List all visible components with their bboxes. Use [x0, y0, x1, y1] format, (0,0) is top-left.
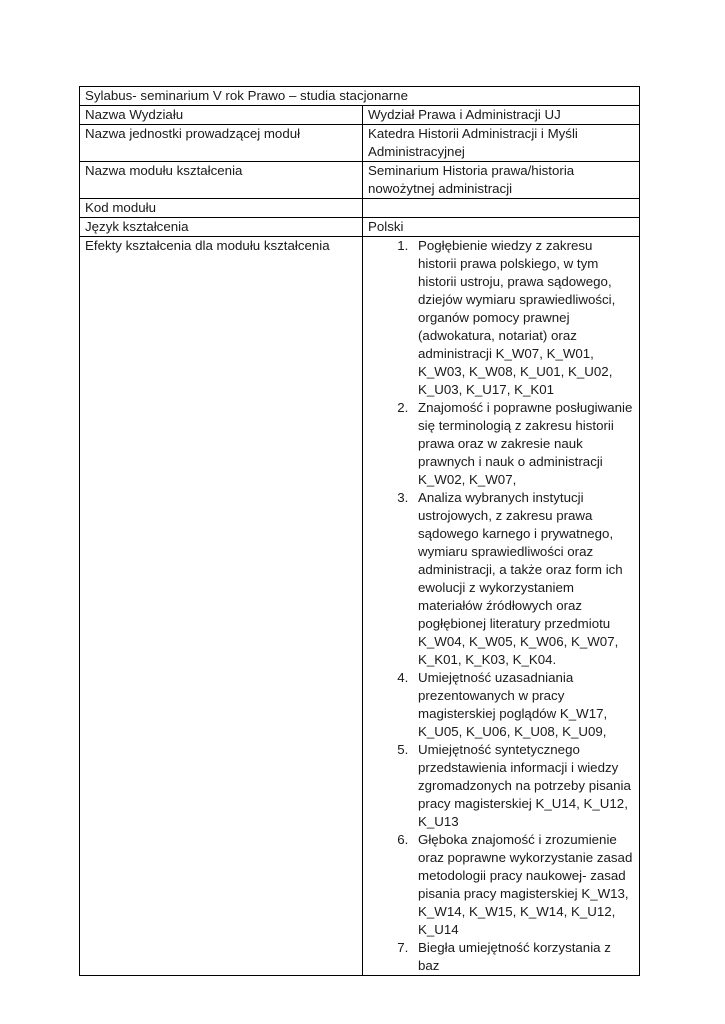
list-item: 5. Umiejętność syntetycznego przedstawienia informacji i wiedzy zgromadzonych na potrzeby pisania pracy magisterskiej K_U14, K_U12, K_U13	[412, 741, 634, 831]
effects-label: Efekty kształcenia dla modułu kształcenia	[80, 237, 363, 976]
title-row	[80, 87, 640, 106]
table-row	[80, 106, 640, 125]
row-value: Katedra Historii Administracji i Myśli Administracyjnej	[363, 125, 640, 162]
table-row	[80, 125, 640, 162]
row-label: Nazwa Wydziału	[80, 106, 363, 125]
effects-row	[80, 237, 640, 976]
table-row	[80, 218, 640, 237]
row-value: Polski	[363, 218, 640, 237]
table-row	[80, 199, 640, 218]
list-item: 6. Głęboka znajomość i zrozumienie oraz poprawne wykorzystanie zasad metodologii pracy naukowej- zasad pisania pracy magisterskiej K_W13, K_W14, K_W15, K_W14, K_U12, K_U14	[412, 831, 634, 939]
list-item: 7. Biegła umiejętność korzystania z baz	[412, 939, 634, 975]
syllabus-table	[79, 86, 640, 976]
list-item: 4. Umiejętność uzasadniania prezentowanych w pracy magisterskiej poglądów K_W17, K_U05, K_U06, K_U08, K_U09,	[412, 669, 634, 741]
list-item: 1. Pogłębienie wiedzy z zakresu historii prawa polskiego, w tym historii ustroju, prawa sądowego, dziejów wymiaru sprawiedliwości, organów pomocy prawnej (adwokatura, notariat) oraz administracji K_W07, K_W01, K_W03, K_W08, K_U01, K_U02, K_U03, K_U17, K_K01	[412, 237, 634, 399]
row-label: Nazwa modułu kształcenia	[80, 162, 363, 199]
row-value: Seminarium Historia prawa/historia nowożytnej administracji	[363, 162, 640, 199]
row-label: Nazwa jednostki prowadzącej moduł	[80, 125, 363, 162]
row-value: Wydział Prawa i Administracji UJ	[363, 106, 640, 125]
row-value	[363, 199, 640, 218]
table-row	[80, 162, 640, 199]
row-label: Język kształcenia	[80, 218, 363, 237]
effects-list	[368, 237, 634, 975]
row-label: Kod modułu	[80, 199, 363, 218]
effects-cell	[363, 237, 640, 976]
list-item: 2. Znajomość i poprawne posługiwanie się terminologią z zakresu historii prawa oraz w zakresie nauk prawnych i nauk o administracji K_W02, K_W07,	[412, 399, 634, 489]
syllabus-title: Sylabus- seminarium V rok Prawo – studia stacjonarne	[80, 87, 640, 106]
list-item: 3. Analiza wybranych instytucji ustrojowych, z zakresu prawa sądowego karnego i prywatnego, wymiaru sprawiedliwości oraz administracji, a także oraz form ich ewolucji z wykorzystaniem materiałów źródłowych oraz pogłębionej literatury przedmiotu K_W04, K_W05, K_W06, K_W07, K_K01, K_K03, K_K04.	[412, 489, 634, 669]
